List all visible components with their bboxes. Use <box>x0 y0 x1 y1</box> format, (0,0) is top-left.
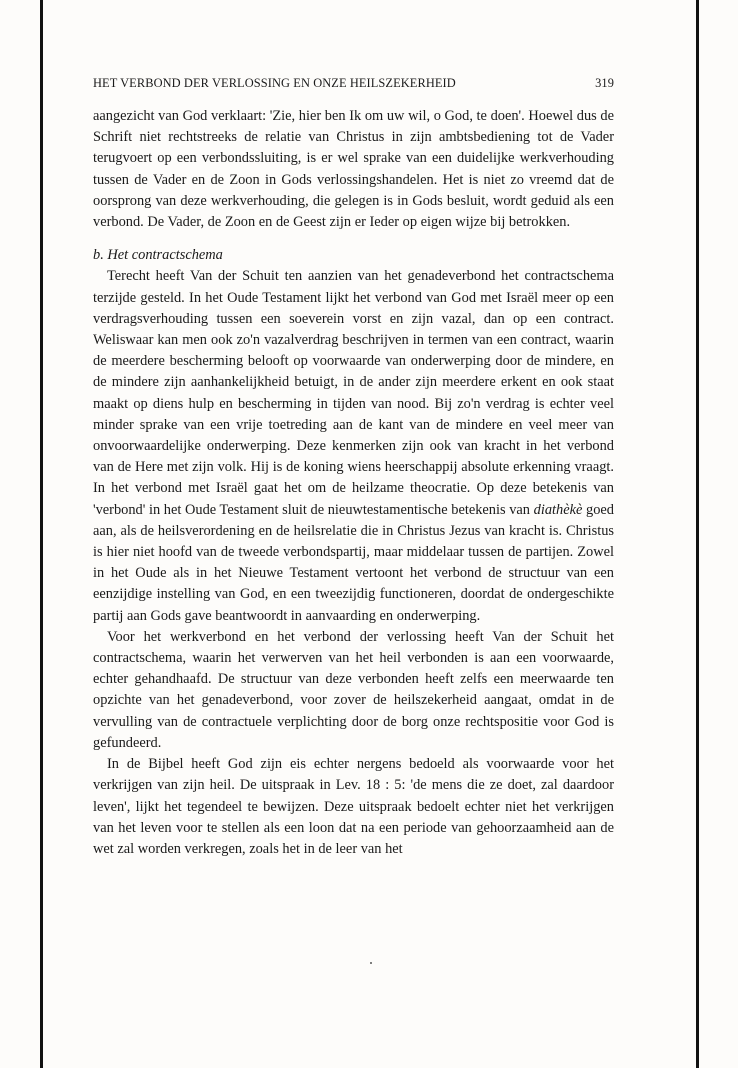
paragraph-1: aangezicht van God verklaart: 'Zie, hier ben Ik om uw wil, o God, te doen'. Hoewel dus de Schrift niet rechtstreeks de relatie van Christus in zijn ambtsbediening tot de Vader terugvoert op een verbondssluiting, is er wel sprake van een duidelijke werkverhouding tussen de Vader en de Zoon in Gods verlossingshandelen. Het is niet zo vreemd dat de oorsprong van deze werkverhouding, die gelegen is in Gods besluit, wordt geduid als een verbond. De Vader, de Zoon en de Geest zijn er Ieder op eigen wijze bij betrokken. <box>93 108 614 231</box>
section-heading: b. Het contractschema <box>93 247 223 264</box>
scan-edge-right <box>696 0 699 1068</box>
paragraph-2 <box>93 266 614 626</box>
running-header <box>93 72 614 94</box>
body-text <box>93 106 614 860</box>
page-number: 319 <box>595 76 614 90</box>
paragraph-3: Voor het werkverbond en het verbond der verlossing heeft Van der Schuit het contractschema, waarin het verwerven van het heil verbonden is aan een voorwaarde, echter gehandhaafd. De structuur van deze verbonden heeft zelfs een meerwaarde ten opzichte van het genadeverbond, voor zover de heilszekerheid aangaat, omdat in de vervulling van de contractuele verplichting door de borg onze rechtspositie voor God is gefundeerd. <box>93 628 614 751</box>
scan-edge-left <box>40 0 43 1068</box>
running-title: HET VERBOND DER VERLOSSING EN ONZE HEILSZEKERHEID <box>93 76 456 90</box>
greek-term-diatheke: diathèkè <box>533 501 583 518</box>
book-page <box>93 72 614 860</box>
paragraph-2-part-1: Terecht heeft Van der Schuit ten aanzien van het genadeverbond het contractschema terzijde gesteld. In het Oude Testament lijkt het verbond van God met Israël meer op een verdragsverhouding tussen een soeverein vorst en zijn vazal, dan op een contract. Weliswaar kan men ook zo'n vazalverdrag beschrijven in termen van een contract, waarin de meerdere bescherming belooft op voorwaarde van onderwerping door de mindere, en de mindere zijn aanhankelijkheid betuigt, in de ander zijn meerdere erkent en ook staat maakt op diens hulp en bescherming in tijden van nood. Bij zo'n verdrag is echter veel minder sprake van een vrije toetreding aan de kant van de mindere en veel meer van onvoorwaardelijke onderwerping. Deze kenmerken zijn ook van kracht in het verbond van de Here met zijn volk. Hij is de koning wiens heerschappij absolute erkenning vraagt. In het verbond met Israël gaat het om de heilzame theocratie. Op deze betekenis van 'verbond' in het Oude Testament sluit de nieuwtestamentische betekenis van <box>93 268 614 518</box>
paragraph-2-part-2: goed aan, als de heilsverordening en de heilsrelatie die in Christus Jezus van kracht is. Christus is hier niet hoofd van de tweede verbondspartij, maar middelaar tussen de partijen. Zowel in het Oude als in het Nieuwe Testament vertoont het verbond de structuur van een eenzijdige instelling van God, en een tweezijdig functioneren, doordat de ondergeschikte partij aan Gods gave beantwoordt in aanvaarding en onderwerping. <box>93 501 614 624</box>
scan-speck <box>370 962 372 964</box>
paragraph-4: In de Bijbel heeft God zijn eis echter nergens bedoeld als voorwaarde voor het verkrijgen van zijn heil. De uitspraak in Lev. 18 : 5: 'de mens die ze doet, zal daardoor leven', lijkt het tegendeel te bewijzen. Deze uitspraak bedoelt echter niet het verkrijgen van het leven voor te stellen als een loon dat na een periode van gehoorzaamheid aan de wet zal worden verkregen, zoals het in de leer van het <box>93 756 614 857</box>
